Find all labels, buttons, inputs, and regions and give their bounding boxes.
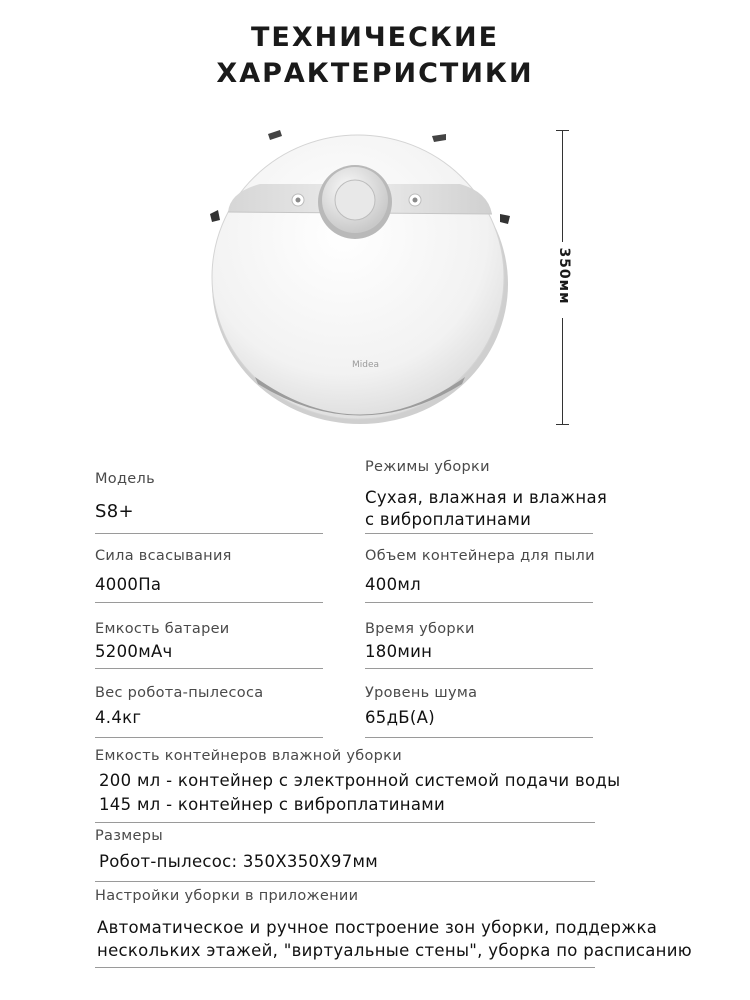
spec-value-cleaning-time: 180мин: [365, 642, 433, 661]
spec-value-suction: 4000Па: [95, 575, 162, 594]
spec-label-wet-containers: Емкость контейнеров влажной уборки: [95, 748, 402, 764]
dimension-line-bottom: [562, 318, 563, 424]
spec-label-suction: Сила всасывания: [95, 548, 232, 564]
spec-label-cleaning-modes: Режимы уборки: [365, 459, 490, 475]
divider: [365, 668, 593, 669]
spec-label-model: Модель: [95, 471, 155, 487]
title-line-1: ТЕХНИЧЕСКИЕ: [250, 22, 500, 53]
spec-value-dimensions: Робот-пылесос: 350X350X97мм: [99, 852, 379, 871]
spec-value-battery: 5200мАч: [95, 642, 173, 661]
spec-value-noise: 65дБ(А): [365, 708, 435, 727]
dimension-label: 350мм: [556, 247, 572, 305]
spec-value-wet-containers-line2: 145 мл - контейнер с виброплатинами: [99, 795, 446, 814]
dimension-tick-bottom: [556, 424, 569, 425]
divider: [95, 822, 595, 823]
spec-label-dust-container: Объем контейнера для пыли: [365, 548, 595, 564]
spec-value-dust-container: 400мл: [365, 575, 421, 594]
spec-value-wet-containers-line1: 200 мл - контейнер с электронной системой подачи воды: [99, 771, 621, 790]
spec-label-battery: Емкость батареи: [95, 621, 230, 637]
brand-logo: Midea: [352, 360, 380, 370]
divider: [95, 967, 595, 968]
robot-vacuum-image: [200, 122, 520, 432]
spec-value-app-settings-line2: нескольких этажей, "виртуальные стены", уборка по расписанию: [97, 941, 692, 960]
title-line-2: ХАРАКТЕРИСТИКИ: [216, 58, 534, 89]
divider: [95, 881, 595, 882]
spec-value-cleaning-modes-line1: Сухая, влажная и влажная: [365, 488, 608, 507]
spec-label-weight: Вес робота-пылесоса: [95, 685, 264, 701]
spec-label-dimensions: Размеры: [95, 828, 163, 844]
spec-value-cleaning-modes-line2: с виброплатинами: [365, 510, 532, 529]
divider: [95, 602, 323, 603]
divider: [95, 533, 323, 534]
divider: [365, 602, 593, 603]
divider: [365, 737, 593, 738]
dimension-line-top: [562, 130, 563, 242]
divider: [95, 668, 323, 669]
spec-value-model: S8+: [95, 501, 134, 522]
divider: [95, 737, 323, 738]
spec-label-cleaning-time: Время уборки: [365, 621, 475, 637]
spec-value-weight: 4.4кг: [95, 708, 142, 727]
spec-label-noise: Уровень шума: [365, 685, 478, 701]
spec-value-app-settings-line1: Автоматическое и ручное построение зон уборки, поддержка: [97, 918, 658, 937]
divider: [365, 533, 593, 534]
spec-label-app-settings: Настройки уборки в приложении: [95, 888, 359, 904]
